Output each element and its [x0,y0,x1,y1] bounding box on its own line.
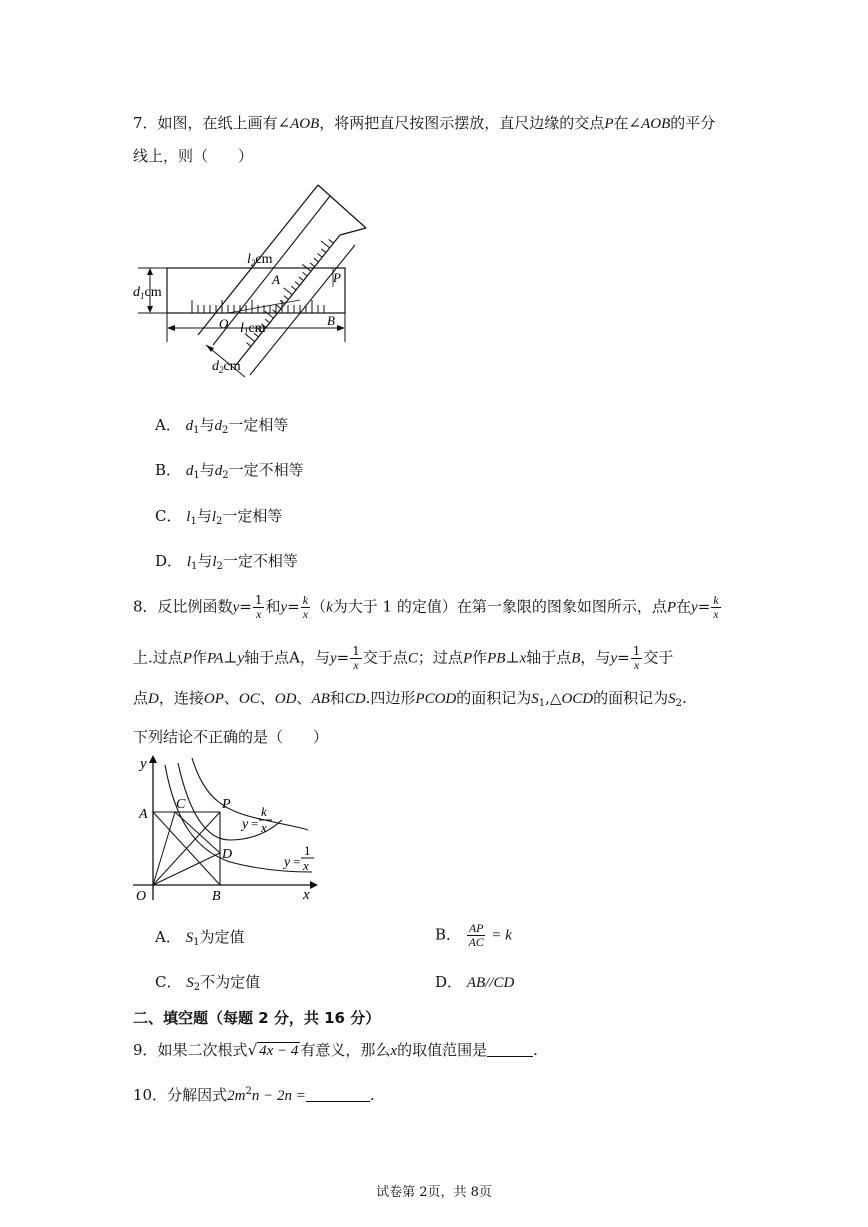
sub: 2 [216,561,223,572]
sub: 1 [193,937,200,948]
text: 轴于点 [526,648,572,667]
text: 不为定值 [200,973,261,991]
text: 有意义，那么 [300,1041,391,1059]
text: 上.过点 [133,648,183,667]
var: y [237,650,245,667]
point-B-label: B [212,889,221,904]
ruler-tick [299,277,304,281]
var: OC [238,691,260,707]
var: AB [311,691,330,707]
var: l [211,509,216,525]
text: ⊥ [505,648,520,667]
ruler-tick [303,272,308,276]
sup: 2 [245,1086,252,1097]
sqrt-symbol: √ [247,1041,258,1059]
text: . [533,1041,538,1059]
var: PB [487,650,506,667]
text: 一定相等 [222,507,283,525]
q8-option-d[interactable] [435,972,514,993]
text: （ [311,597,327,616]
ruler-tick [321,249,326,253]
sub: 2 [193,982,201,993]
var: C [407,650,418,667]
var: k [326,599,333,616]
text: ,△ [545,689,562,707]
var: PCOD [415,691,457,707]
text: 分解因式 [167,1086,228,1104]
option-label: A． [155,928,181,946]
curve-label: x [303,858,309,873]
option-label: D． [155,552,183,570]
var: OP [203,691,224,707]
var: CD [344,691,366,707]
point-D-label: D [222,847,233,862]
sub: 1 [193,425,200,436]
label-O: O [219,316,229,331]
sub: 1 [190,561,198,572]
ruler-tick [265,311,274,318]
q7-option-c[interactable] [155,506,282,532]
text: 为大于 1 的定值）在第一象限的图象如图所示，点 [332,597,667,616]
q7-point: P [604,116,614,132]
text: 的面积记为 [456,689,532,707]
q8-number: 8． [133,597,158,616]
text: 作 [191,648,207,667]
answer-blank[interactable] [487,1042,533,1057]
curve-label: = [293,854,301,869]
sub: 2 [222,470,229,481]
q7-text: 的平分 [670,114,716,132]
var: y [280,599,288,616]
expr: n − 2n = [251,1088,306,1104]
q8-line3 [133,688,687,714]
text: 作 [472,648,488,667]
ruler-tick [314,258,319,262]
sub: 1 [538,698,546,709]
ruler-tick [276,305,281,309]
ruler-tick [284,296,289,300]
q7-angle: ∠AOB [628,116,671,132]
q10-line [133,1082,375,1106]
text: 轴于点A，与 [244,648,330,667]
point-A-label: A [139,807,148,822]
label-d2: $d_2cm$ [212,359,241,375]
var: P [666,599,676,616]
curve-label: 1 [304,843,311,858]
label-P: P [333,270,341,285]
text: 与 [199,416,215,434]
var: l [212,554,217,570]
label-A: A [272,272,280,287]
fraction: $\frac{k}{x}$ [713,593,719,621]
text: 为定值 [199,928,245,946]
var: d [214,463,223,479]
ruler-tick [246,343,251,347]
var: S [531,691,539,707]
ruler-tick [310,263,315,267]
text: 在 [676,597,692,616]
text: 反比例函数 [157,597,233,616]
text: = [336,648,350,667]
var: D [148,691,159,707]
var: y [232,599,240,616]
text: 、 [223,689,239,707]
option-label: B． [155,461,182,479]
q8-line2 [133,645,673,672]
text: 与 [199,461,215,479]
ruler-tick [321,241,330,248]
q9-number: 9． [133,1041,158,1059]
expr: 2m [227,1088,246,1104]
text: 一定相等 [228,416,289,434]
q8-function-figure [128,752,328,904]
var: y [330,650,337,667]
sub: 2 [222,425,229,436]
q7-text: 在 [613,114,629,132]
option-label: C． [155,507,182,525]
point-C-label: C [176,797,186,812]
q7-option-d[interactable] [155,551,298,577]
text: ；过点 [417,648,463,667]
text: = [697,597,711,616]
q7-angle: ∠AOB [277,116,320,132]
q8-option-c[interactable] [155,972,260,998]
option-label: C． [155,973,182,991]
point-P-label: P [222,797,231,812]
q7-text: 如图，在纸上画有 [157,114,278,132]
var: y [610,650,618,667]
q8-line1 [133,594,722,621]
text: 和 [329,689,345,707]
text: .四边形 [365,689,416,707]
fraction: $\frac{1}{x}$ [632,644,641,672]
text: 如果二次根式 [157,1041,248,1059]
axis-x-label: x [303,887,310,903]
q10-number: 10． [133,1086,168,1104]
var: P [462,650,473,667]
var: d [185,418,194,434]
var: x [390,1043,398,1059]
text: 交于 [643,648,674,667]
curve-label: = [251,816,259,831]
q8-option-b[interactable] [435,922,512,949]
text: ，与 [580,648,611,667]
text: 一定不相等 [222,552,298,570]
text: = [287,597,300,616]
ruler-tick [318,253,323,257]
q7-line1 [133,113,715,134]
curve-y-k-over-x-upper [192,758,308,830]
var: P [182,650,192,667]
var: S [185,930,194,946]
ruler-tick [295,282,300,286]
q8-line4: 下列结论不正确的是（ ） [133,728,329,746]
fraction: $\frac{1}{x}$ [254,593,263,621]
text: = [239,597,252,616]
text: 与 [197,552,213,570]
var: d [185,463,194,479]
var: y [691,599,698,616]
text: . [682,689,687,707]
label-l1: $l_1cm$ [240,321,266,337]
radicand: 4x − 4 [259,1043,299,1059]
var: S [186,975,194,991]
text: 交于点 [362,648,408,667]
sub: 2 [675,698,683,709]
label-l2: $l_2cm$ [247,252,273,268]
q8-option-a[interactable] [155,927,245,953]
text: = k [491,927,512,944]
sub: 2 [216,516,223,527]
var: d [214,418,223,434]
var: B [571,650,581,667]
text: 、 [259,689,275,707]
answer-blank[interactable] [306,1087,370,1102]
var: AB//CD [466,975,515,991]
point-O-label: O [136,889,147,904]
text: 一定不相等 [228,461,304,479]
curve-label: y [242,817,249,832]
q7-ruler-figure [130,180,380,390]
ruler-tick [265,319,270,323]
axis-y-label: y [140,756,147,772]
text: ，连接 [158,689,204,707]
text: . [369,1086,375,1104]
q7-line2: 线上，则（ ） [133,147,254,165]
text: 点 [133,689,149,707]
text: 、 [296,689,312,707]
text: 与 [196,507,212,525]
text: 和 [265,597,281,616]
var: x [519,650,527,667]
curve-label: x [261,820,267,835]
q7-option-a[interactable] [155,415,288,441]
ruler-tick [284,288,293,295]
text: = [617,648,630,667]
var: PA [206,650,224,667]
fraction: $\frac{k}{x}$ [302,593,309,621]
fraction: $\frac{AP}{AC}$ [468,921,484,949]
label-d1: $d_1cm$ [133,285,162,301]
text: 的取值范围是 [397,1041,488,1059]
ruler-tick [291,286,296,290]
curve-label: y [284,855,291,870]
option-label: D． [435,973,463,991]
q7-text: ，将两把直尺按图示摆放，直尺边缘的交点 [319,114,605,132]
q7-number: 7． [133,114,158,132]
curve-label: k [261,804,267,819]
page-footer: 试卷第 2页，共 8页 [376,1185,492,1200]
section-heading: 二、填空题（每题 2 分，共 16 分） [133,1009,381,1027]
sub: 1 [190,516,197,527]
label-B: B [327,313,335,328]
option-label: A． [155,416,181,434]
var: l [186,554,191,570]
fraction: $\frac{1}{x}$ [352,644,360,672]
sub: 1 [193,470,200,481]
option-label: B． [435,925,462,944]
var: l [186,509,191,525]
ruler-tick [329,239,334,243]
var: S [668,691,676,707]
q7-option-b[interactable] [155,460,304,486]
text: ⊥ [223,648,238,667]
var: OD [274,691,297,707]
text: 的面积记为 [593,689,669,707]
q9-line [133,1040,538,1061]
var: OCD [561,691,594,707]
